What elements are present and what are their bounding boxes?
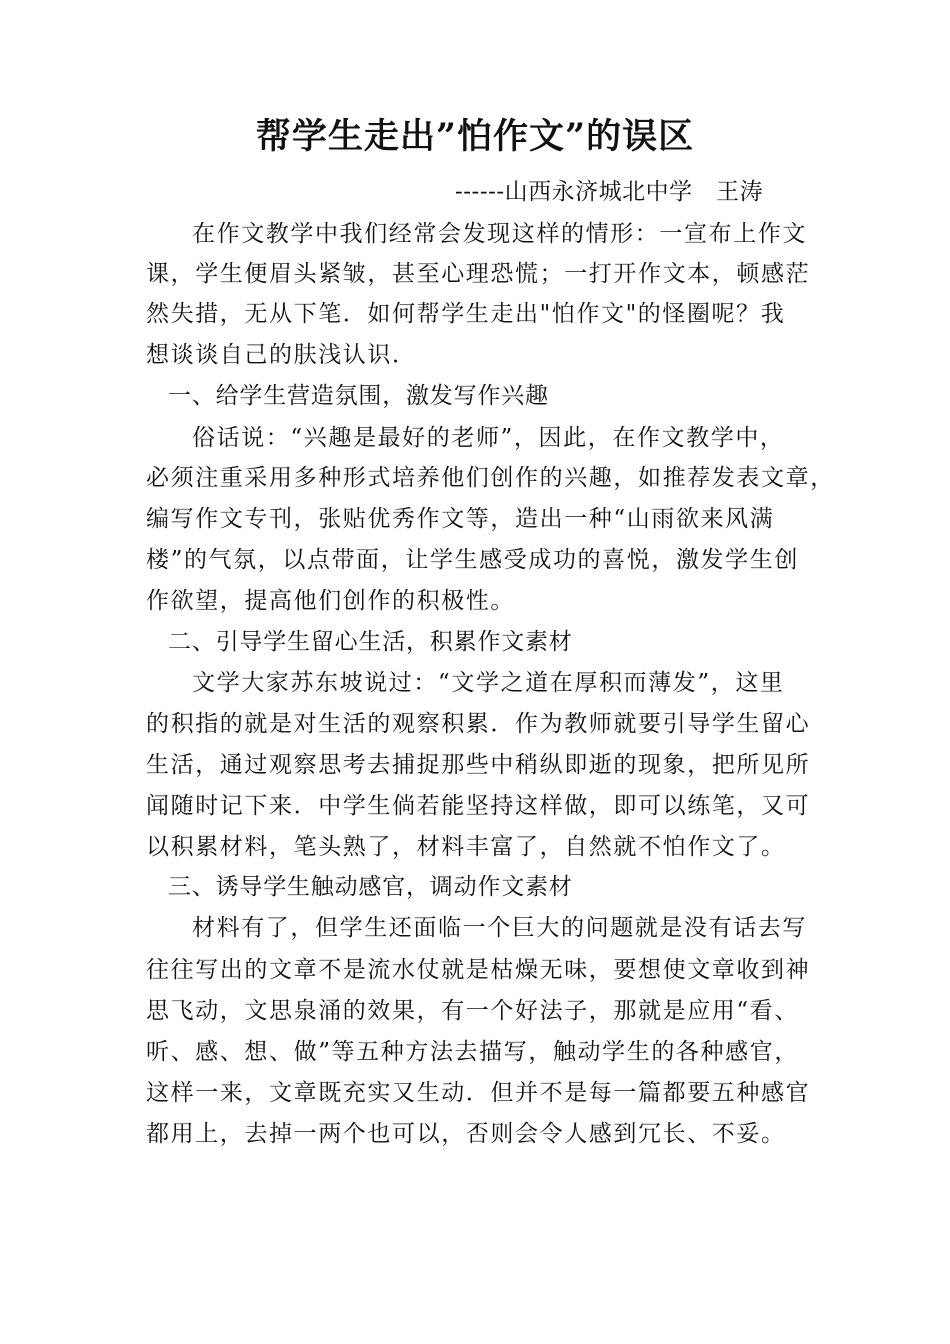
paragraph-line: 楼”的气氛，以点带面，让学生感受成功的喜悦，激发学生创 bbox=[146, 547, 799, 573]
section-heading-1: 一、给学生营造氛围，激发写作兴趣 bbox=[168, 383, 549, 409]
paragraph-line: 都用上，去掉一两个也可以，否则会令人感到冗长、不妥。 bbox=[146, 1121, 786, 1147]
paragraph-line: 必须注重采用多种形式培养他们创作的兴趣，如推荐发表文章， bbox=[146, 465, 835, 491]
section-heading-3: 三、诱导学生触动感官，调动作文素材 bbox=[168, 874, 573, 900]
paragraph-line: 听、感、想、做”等五种方法去描写，触动学生的各种感官， bbox=[146, 1039, 799, 1065]
paragraph-line: 闻随时记下来．中学生倘若能坚持这样做，即可以练笔，又可 bbox=[146, 793, 811, 819]
paragraph-line: 文学大家苏东坡说过：“文学之道在厚积而薄发”，这里 bbox=[192, 670, 785, 696]
paragraph-line: 以积累材料，笔头熟了，材料丰富了，自然就不怕作文了。 bbox=[146, 834, 786, 860]
paragraph-line: 生活，通过观察思考去捕捉那些中稍纵即逝的现象，把所见所 bbox=[146, 752, 811, 778]
section-heading-2: 二、引导学生留心生活，积累作文素材 bbox=[168, 629, 573, 655]
paragraph-line: 思飞动，文思泉涌的效果，有一个好法子，那就是应用“看、 bbox=[146, 998, 799, 1024]
paragraph-line: 的积指的就是对生活的观察积累．作为教师就要引导学生留心 bbox=[146, 711, 811, 737]
paragraph-line: 这样一来，文章既充实又生动．但并不是每一篇都要五种感官 bbox=[146, 1080, 811, 1106]
paragraph-line: 课，学生便眉头紧皱，甚至心理恐慌；一打开作文本，顿感茫 bbox=[146, 261, 811, 287]
paragraph-line: 在作文教学中我们经常会发现这样的情形：一宣布上作文 bbox=[192, 221, 807, 247]
paragraph-line: 然失措，无从下笔．如何帮学生走出"怕作文"的怪圈呢？我 bbox=[146, 301, 786, 327]
paragraph-line: 想谈谈自己的肤浅认识． bbox=[146, 342, 417, 368]
paragraph-line: 材料有了，但学生还面临一个巨大的问题就是没有话去写 bbox=[192, 915, 807, 941]
paragraph-line: 编写作文专刊，张贴优秀作文等，造出一种“山雨欲来风满 bbox=[146, 506, 775, 532]
author-line: ------山西永济城北中学 王涛 bbox=[455, 179, 764, 205]
article-title: 帮学生走出”怕作文”的误区 bbox=[255, 116, 695, 157]
paragraph-line: 俗话说：“兴趣是最好的老师”，因此，在作文教学中， bbox=[192, 425, 785, 451]
paragraph-line: 往往写出的文章不是流水仗就是枯燥无味，要想使文章收到神 bbox=[146, 957, 811, 983]
paragraph-line: 作欲望，提高他们创作的积极性。 bbox=[146, 588, 515, 614]
